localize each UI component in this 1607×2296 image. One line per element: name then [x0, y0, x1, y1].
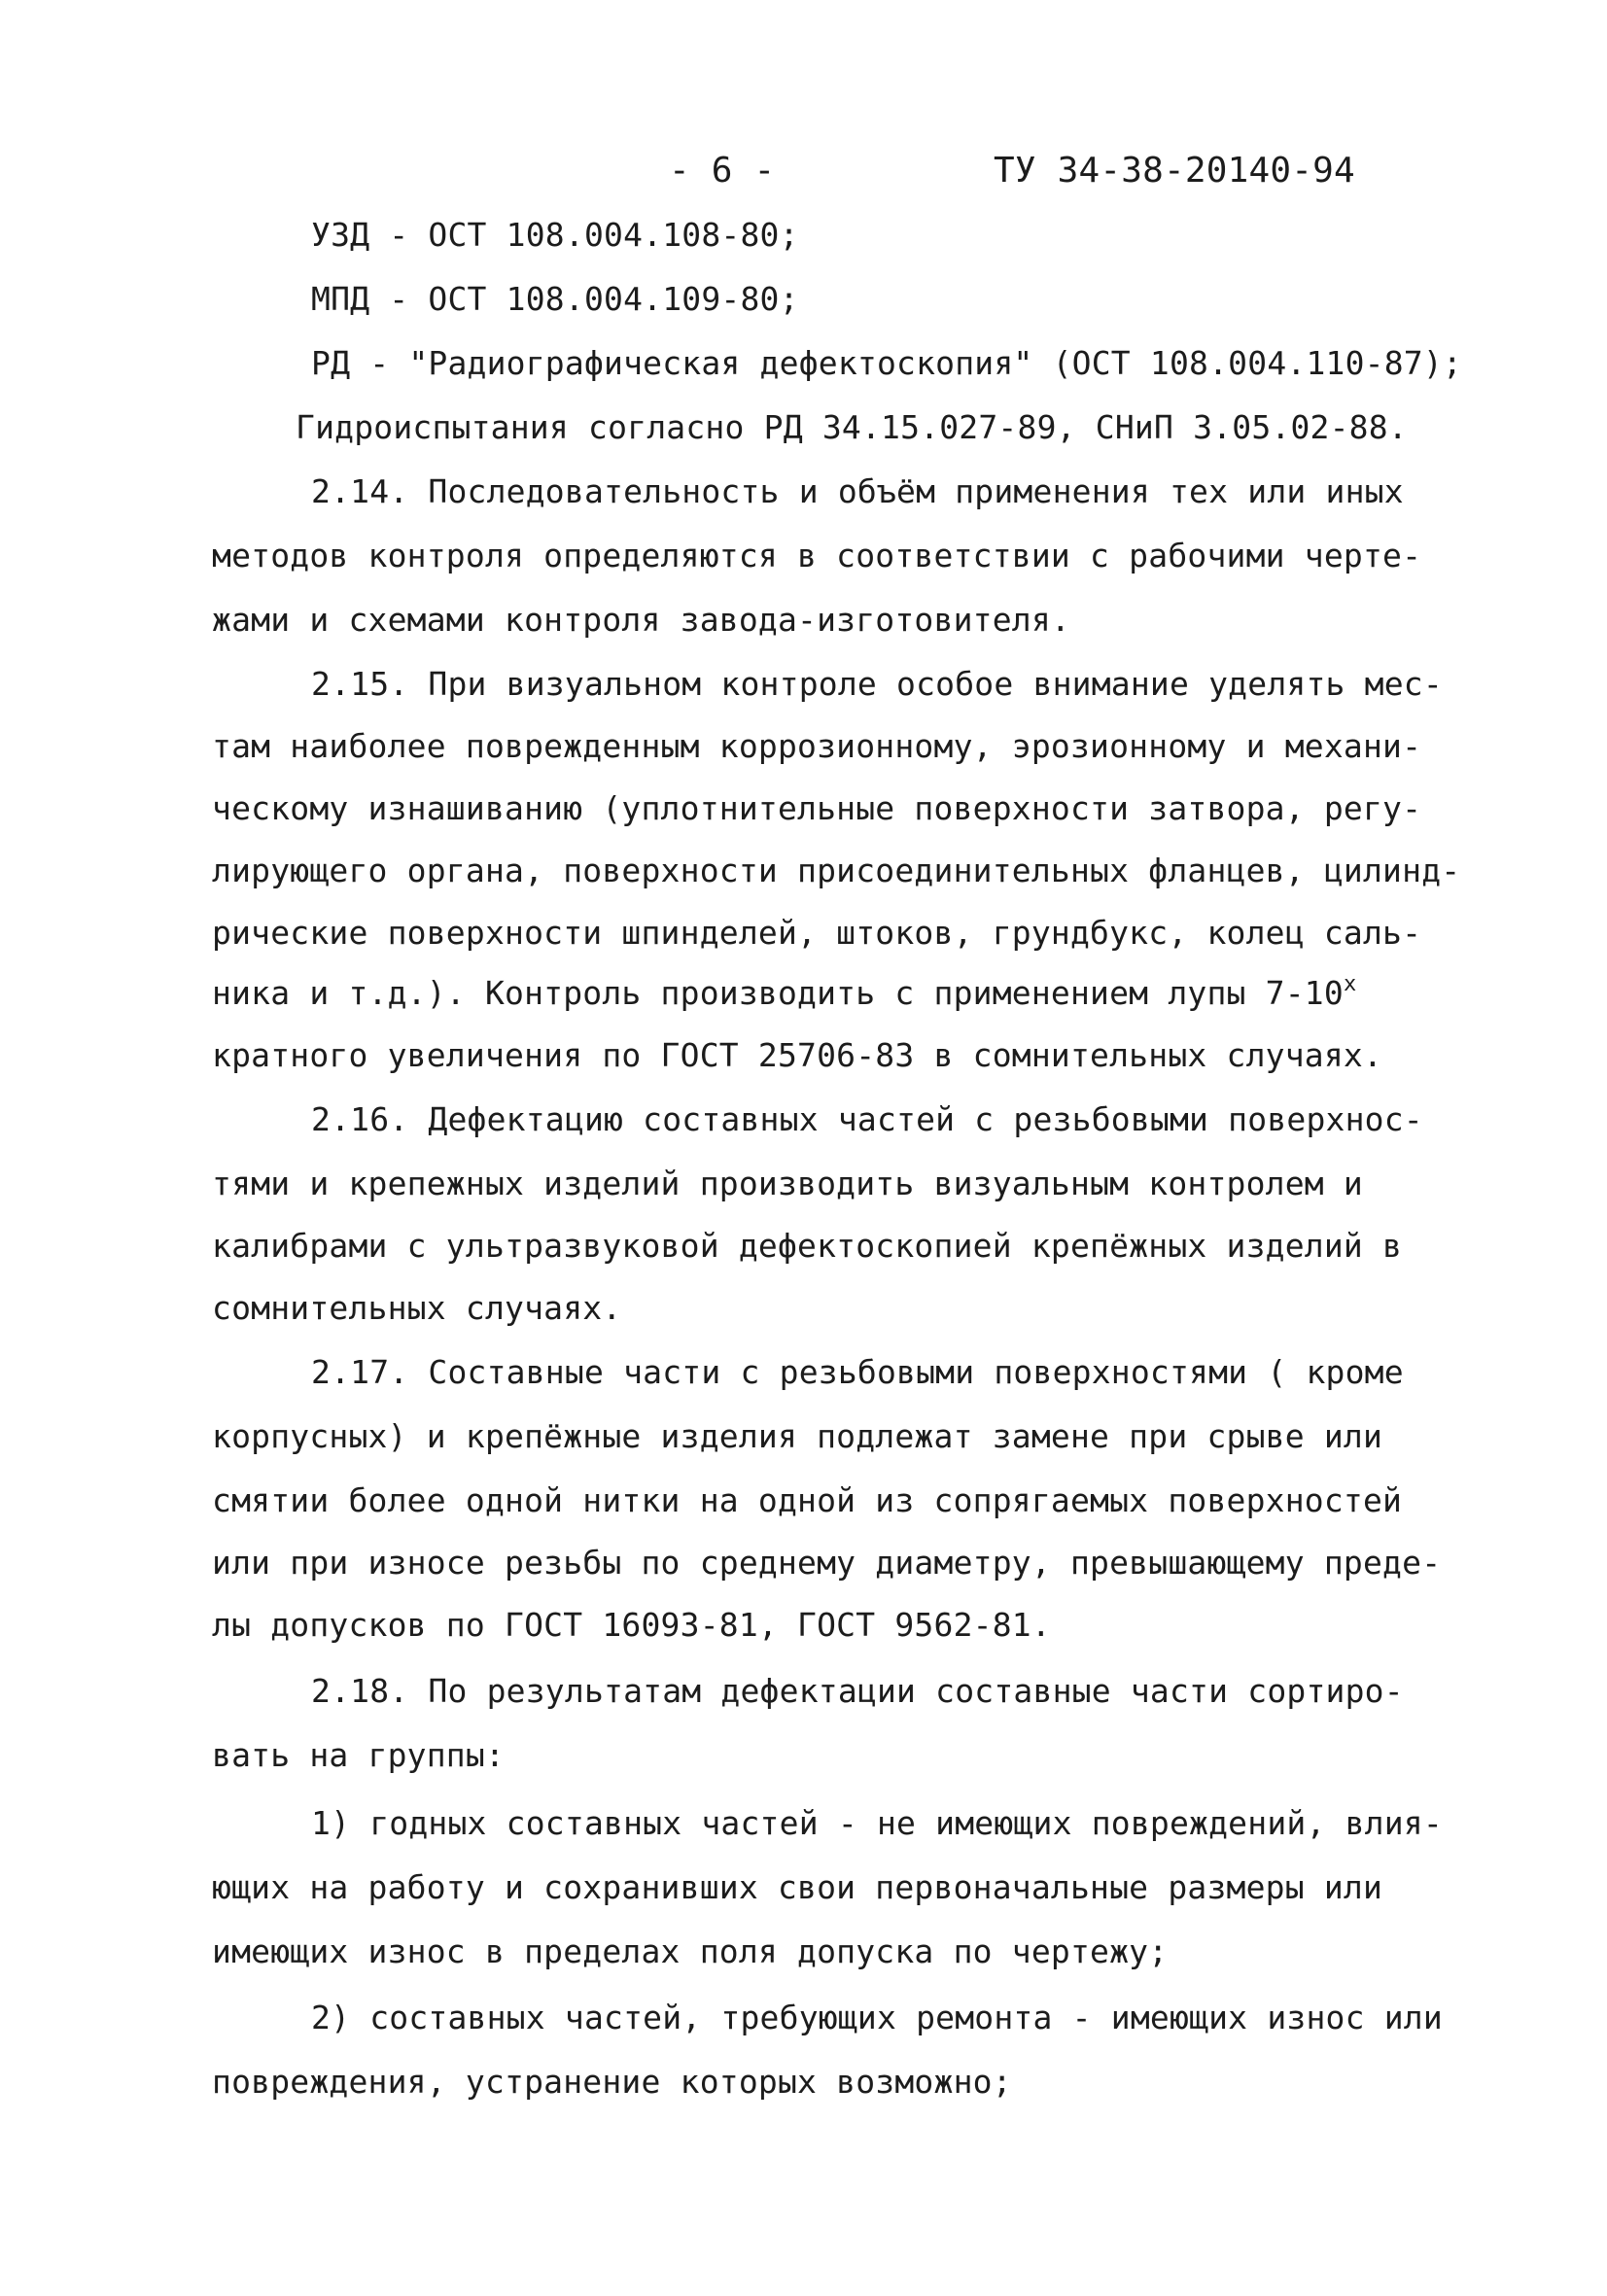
method-line-rd: РД - "Радиографическая дефектоскопия" (ОСТ 108.004.110-87); — [311, 344, 1462, 382]
paragraph-2-17-line: или при износе резьбы по среднему диаметру, превышающему преде- — [212, 1544, 1442, 1582]
paragraph-2-15-line: там наиболее поврежденным коррозионному, эрозионному и механи- — [212, 727, 1422, 765]
list-item-2-line: повреждения, устранение которых возможно; — [212, 2063, 1012, 2101]
method-line-mpd: МПД - ОСТ 108.004.109-80; — [311, 280, 799, 318]
paragraph-2-16-line: сомнительных случаях. — [212, 1289, 622, 1327]
paragraph-2-17-line: 2.17. Составные части с резьбовыми поверхностями ( кроме — [311, 1353, 1404, 1391]
paragraph-2-17-line: корпусных) и крепёжные изделия подлежат замене при срыве или — [212, 1417, 1383, 1455]
list-item-1-line: имеющих износ в пределах поля допуска по чертежу; — [212, 1932, 1169, 1970]
page-number: - 6 - — [669, 151, 776, 191]
paragraph-2-15-line: лирующего органа, поверхности присоединительных фланцев, цилинд- — [212, 852, 1461, 889]
multiplier-superscript: x — [1343, 972, 1357, 996]
paragraph-2-14-line: жами и схемами контроля завода-изготовителя. — [212, 601, 1070, 639]
method-line-uzd: УЗД - ОСТ 108.004.108-80; — [311, 216, 799, 254]
paragraph-2-18-line: 2.18. По результатам дефектации составные части сортиро- — [311, 1672, 1404, 1710]
paragraph-2-16-line: тями и крепежных изделий производить визуальным контролем и — [212, 1165, 1363, 1202]
paragraph-2-15-line: ческому изнашиванию (уплотнительные поверхности затвора, регу- — [212, 789, 1422, 827]
list-item-2-line: 2) составных частей, требующих ремонта - имеющих износ или — [311, 1999, 1443, 2036]
list-item-1-line: 1) годных составных частей - не имеющих повреждений, влия- — [311, 1804, 1443, 1842]
paragraph-2-15-line: рические поверхности шпинделей, штоков, грундбукс, колец саль- — [212, 914, 1422, 952]
paragraph-2-18-line: вать на группы: — [212, 1736, 506, 1774]
paragraph-2-17-line: лы допусков по ГОСТ 16093-81, ГОСТ 9562-81. — [212, 1606, 1051, 1644]
paragraph-2-14-line: методов контроля определяются в соответствии с рабочими черте- — [212, 537, 1422, 574]
paragraph-2-15-text: ника и т.д.). Контроль производить с применением лупы 7-10 — [212, 974, 1344, 1012]
method-line-hydrotest: Гидроиспытания согласно РД 34.15.027-89, СНиП 3.05.02-88. — [296, 408, 1408, 446]
paragraph-2-17-line: смятии более одной нитки на одной из сопрягаемых поверхностей — [212, 1481, 1403, 1519]
list-item-1-line: ющих на работу и сохранивших свои первоначальные размеры или — [212, 1868, 1383, 1906]
paragraph-2-14-line: 2.14. Последовательность и объём применения тех или иных — [311, 472, 1404, 510]
paragraph-2-15-line: 2.15. При визуальном контроле особое внимание уделять мес- — [311, 665, 1443, 703]
paragraph-2-15-line: кратного увеличения по ГОСТ 25706-83 в сомнительных случаях. — [212, 1036, 1383, 1074]
paragraph-2-15-line-magnifier — [212, 974, 1356, 1013]
paragraph-2-16-line: 2.16. Дефектацию составных частей с резьбовыми поверхнос- — [311, 1100, 1423, 1138]
paragraph-2-16-line: калибрами с ультразвуковой дефектоскопией крепёжных изделий в — [212, 1227, 1403, 1265]
document-code: ТУ 34-38-20140-94 — [994, 151, 1355, 191]
